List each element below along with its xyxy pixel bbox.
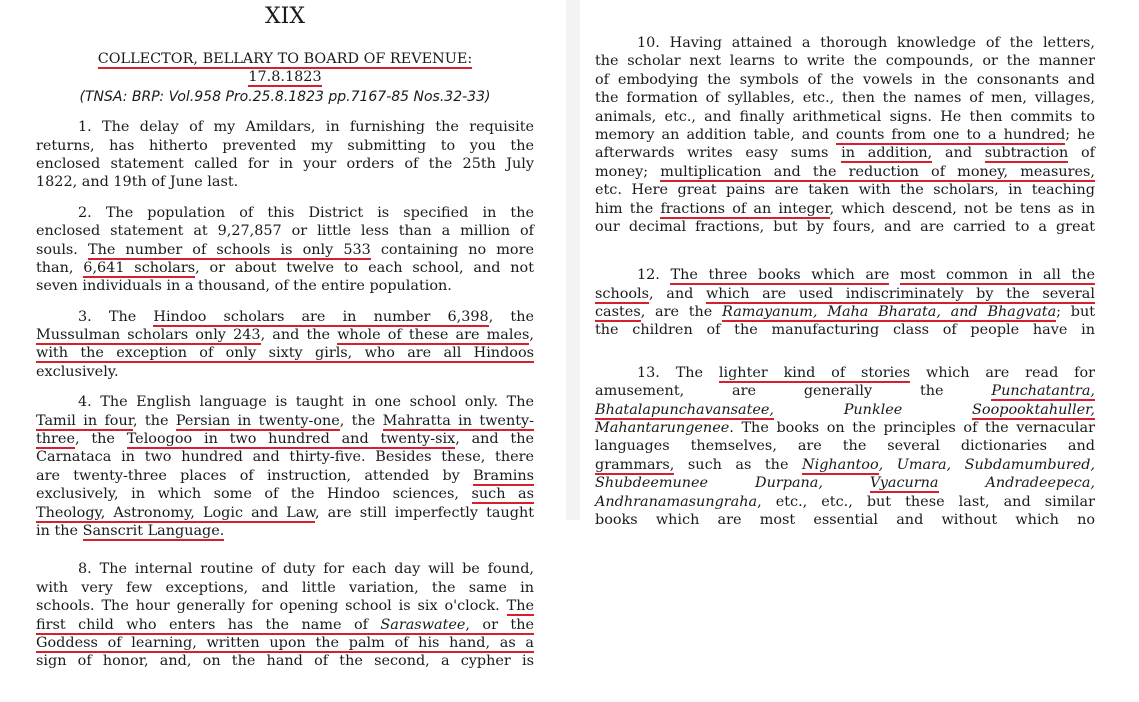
text-line: Shubdeemunee Durpana, Vyacurna Andradeepeca, (595, 475, 1095, 492)
text-line: Bhatalapunchavansatee, Punklee Soopooktahuller, (595, 401, 1095, 418)
text-line: Mussulman scholars only 243, and the whole of these are males, (36, 327, 534, 344)
text-line: three, the Teloogoo in two hundred and twenty-six, and the (36, 431, 535, 448)
right-column (595, 0, 1096, 528)
text-line: Andhranamasungraha, etc., etc., but these last, and similar (595, 493, 1095, 510)
paragraph-2 (36, 204, 534, 296)
text-line: Tamil in four, the Persian in twenty-one, the Mahratta in twenty- (36, 412, 534, 429)
text-line: souls. The number of schools is only 533 containing no more (36, 241, 534, 258)
highlight: most common in all the (899, 267, 1096, 284)
paragraph-4 (36, 393, 534, 540)
text-line: 1. The delay of my Amildars, in furnishing the requisite (78, 119, 534, 136)
text-line: Mahantarungenee. The books on the principles of the vernacular (595, 420, 1095, 437)
text-line: the scholar next learns to write the compounds, or the manner (595, 53, 1095, 70)
highlight: Bhatalapunchavansatee, (595, 401, 774, 418)
text-line: afterwards writes easy sums in addition, and subtraction of (595, 145, 1095, 162)
paragraph-10 (595, 34, 1095, 236)
highlight: multiplication and the reduction of money, measures, (660, 163, 1095, 180)
text-line (36, 344, 534, 362)
text-line (36, 634, 534, 652)
text-line: our decimal fractions, but by fours, and are carried to a great (595, 218, 1095, 235)
text-line: animals, etc., and finally arithmetical signs. He then commits to (595, 108, 1095, 125)
document-title: COLLECTOR, BELLARY TO BOARD OF REVENUE: (97, 51, 473, 67)
highlight: Nighantoo (802, 456, 879, 473)
text-line: amusement, are generally the Punchatantra, (595, 383, 1095, 400)
highlight: castes (595, 304, 641, 321)
text-line: 1822, and 19th of June last. (36, 174, 239, 191)
text-line: 3. The Hindoo scholars are in number 6,398, the (78, 308, 534, 325)
highlight: counts from one to a hundred (835, 126, 1066, 143)
highlight: fractions of an integer (660, 200, 830, 217)
text-line: languages themselves, are the several dictionaries and (595, 438, 1095, 455)
text-line: schools. The hour generally for opening school is six o'clock. The (36, 598, 534, 615)
highlight: subtraction (984, 145, 1069, 162)
citation: (TNSA: BRP: Vol.958 Pro.25.8.1823 pp.7167-85 Nos.32-33) (79, 88, 491, 105)
highlight: 6,641 scholars (83, 259, 196, 276)
text-line: than, 6,641 scholars, or about twelve to each school, and not (36, 259, 534, 276)
highlight: such as (471, 486, 534, 503)
text-line: money; multiplication and the reduction of money, measures, (595, 163, 1095, 180)
text-line: Carnataca in two hundred and thirty-five. Besides these, there (36, 449, 534, 466)
highlight: Theology, Astronomy, Logic and Law (36, 504, 315, 521)
text-line: exclusively, in which some of the Hindoo sciences, such as (36, 486, 534, 503)
highlight: three (36, 431, 75, 448)
text-line: enclosed statement at 9,27,857 or little less than a million of (36, 223, 534, 240)
highlight: which are used indiscriminately by the several (705, 285, 1095, 302)
paragraph-3 (36, 308, 534, 382)
paragraph-12 (595, 266, 1095, 340)
highlight: with the exception of only sixty girls, who are all Hindoos (36, 345, 534, 362)
text-line: 12. The three books which are most common in all the (637, 267, 1096, 284)
highlight: Ramayanum, Maha Bharata, and Bhagvata (722, 304, 1057, 321)
paragraph-1 (36, 118, 534, 192)
page-number: XIX (264, 4, 305, 29)
highlight: lighter kind of stories (718, 364, 911, 381)
text-line: returns, has hitherto prevented my submitting to you the (36, 137, 534, 154)
text-line: etc. Here great pains are taken with the scholars, in teaching (595, 182, 1095, 199)
highlight: Mahratta in twenty- (382, 412, 534, 429)
paragraph-13 (595, 364, 1095, 528)
highlight: grammars, (595, 456, 675, 473)
highlight: schools (595, 285, 650, 302)
text-line: are twenty-three places of instruction, attended by Bramins (36, 467, 534, 484)
highlight: The number of schools is only 533 (87, 241, 371, 258)
text-line: exclusively. (36, 363, 119, 380)
text-line: 2. The population of this District is specified in the (78, 204, 534, 221)
highlight: in addition, (841, 145, 933, 162)
highlight: Teloogoo in two hundred and twenty-six (126, 431, 456, 448)
text-line: schools, and which are used indiscriminately by the several (595, 285, 1095, 302)
highlight: Goddess of learning, written upon the palm of his hand, as a (36, 634, 534, 651)
text-line: with very few exceptions, and little variation, the same in (36, 579, 534, 596)
highlight: Bramins (473, 467, 534, 484)
document-date: 17.8.1823 (248, 69, 322, 86)
highlight: whole of these are males (337, 327, 530, 344)
left-column (36, 0, 534, 671)
column-gap (566, 0, 580, 520)
highlight: Persian in twenty-one (175, 412, 340, 429)
highlight: Tamil in four (36, 412, 134, 429)
highlight: Soopooktahuller, (972, 401, 1095, 418)
text-line: memory an addition table, and counts from one to a hundred; he (595, 126, 1095, 143)
text-line: 4. The English language is taught in one school only. The (78, 394, 534, 411)
highlight: Punchatantra, (991, 383, 1095, 400)
text-line: the formation of syllables, etc., then the names of men, villages, (595, 90, 1095, 107)
highlight: The (506, 598, 534, 615)
highlight: Hindoo scholars are in number 6,398 (153, 308, 489, 325)
text-line (36, 616, 534, 634)
paragraph-8 (36, 560, 534, 670)
highlight: first child who enters has the name of Saraswatee, or the (36, 616, 534, 633)
highlight: Sanscrit Language. (82, 522, 225, 539)
text-line: 13. The lighter kind of stories which are read for (637, 364, 1095, 381)
text-line: 10. Having attained a thorough knowledge of the letters, (637, 35, 1095, 51)
text-line: grammars, such as the Nighantoo, Umara, Subdamumbured, (595, 456, 1095, 473)
text-line-cut: books which are most essential and without which no (595, 511, 1095, 528)
text-line: castes, are the Ramayanum, Maha Bharata, and Bhagvata; but (595, 304, 1096, 321)
text-line: 8. The internal routine of duty for each day will be found, (78, 561, 534, 578)
highlight: Vyacurna (869, 475, 939, 492)
text-line: seven individuals in a thousand, of the entire population. (36, 278, 452, 295)
text-line: the children of the manufacturing class of people have in (595, 322, 1095, 339)
text-line: of embodying the symbols of the vowels in the consonants and (595, 71, 1095, 88)
text-line: Theology, Astronomy, Logic and Law, are still imperfectly taught (36, 504, 534, 521)
text-line: enclosed statement called for in your orders of the 25th July (36, 155, 534, 172)
text-line: in the Sanscrit Language. (36, 522, 225, 539)
text-line: sign of honor, and, on the hand of the second, a cypher is (36, 653, 534, 670)
highlight: The three books which are (670, 267, 890, 284)
highlight: Mussulman scholars only 243 (36, 327, 261, 344)
text-line: him the fractions of an integer, which descend, not be tens as in (595, 200, 1096, 217)
